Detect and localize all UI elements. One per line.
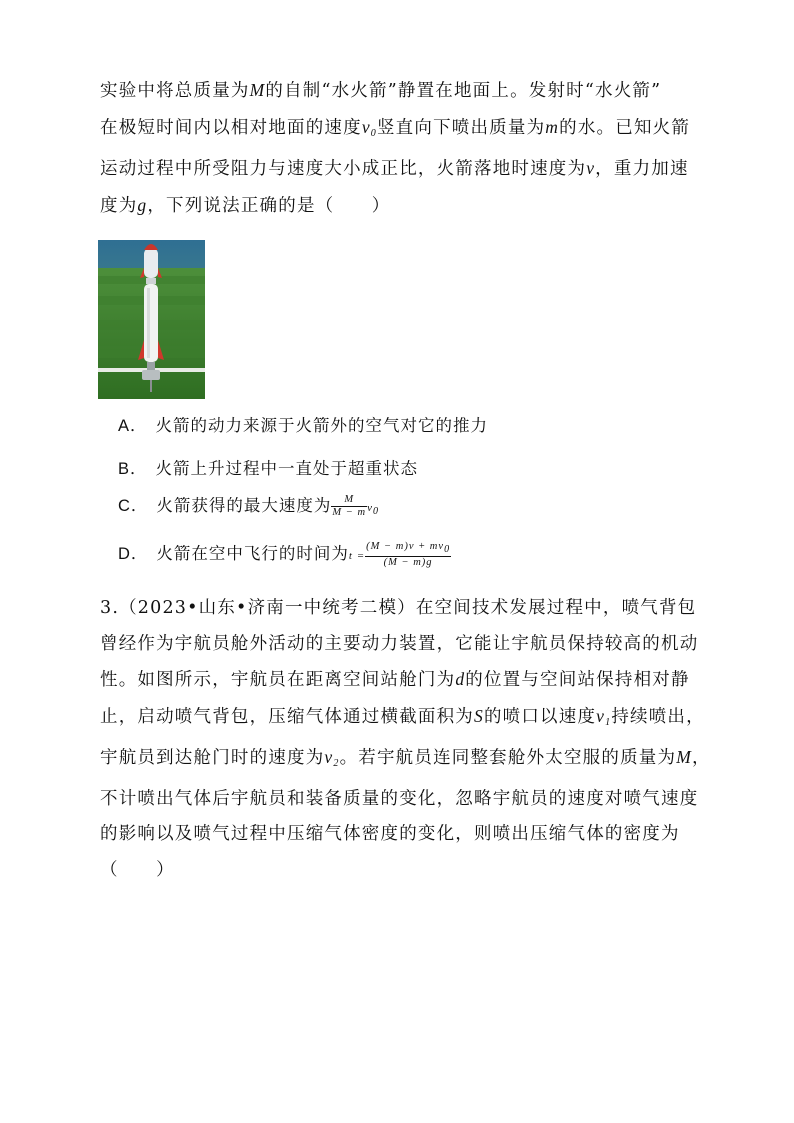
text-line: 在极短时间内以相对地面的速度$v_0$竖直向下喷出质量为m的水。已知火箭 [100,116,691,139]
text-line: 度为g，下列说法正确的是（ ） [100,194,391,216]
question-prev-text [100,73,700,224]
fraction: $\frac{(M - m)v + mv0}{(M - m)g}$ [366,540,451,568]
text-line: 实验中将总质量为M的自制“水火箭”静置在地面上。发射时“水火箭” [100,80,662,101]
fraction-numerator: (M − m)v + mv0 [366,540,451,555]
var-v0: v0 [367,502,379,517]
text-line: 性。如图所示，宇航员在距离空间站舱门为d的位置与空间站保持相对静 [100,669,690,690]
text-line: 止，启动喷气背包，压缩气体通过横截面积为S的喷口以速度$v_1$持续喷出， [100,705,705,728]
option-a[interactable]: A． 火箭的动力来源于火箭外的空气对它的推力 [118,416,489,435]
question-3-text: 3.（2023•山东•济南一中统考二模）在空间技术发展过程中，喷气背包 曾经作为宇航员舱外活动的主要动力装置，它能让宇航员保持较高的机动 性。如图所示，宇航员在距离空间站舱门为d的位置与空间站保持相对静 止，启动喷气背包，压缩气体通过横截面积为S的喷口以速度$v_1$持续喷出， 宇航员到达舱门时的速度为$v_2$。若宇航员连同整套舱外太空服的质量为M， 不计喷出气体后宇航员和装备质量的变化，忽略宇航员的速度对喷气速度 的影响以及喷气过程中压缩气体密度的变化，则喷出压缩气体的密度为 （ ） [100,598,711,880]
option-d[interactable]: D． 火箭在空中飞行的时间为t = $\frac{(M - m)v + mv0}{(M - m)g}$ [118,540,451,568]
water-rocket-photo [98,240,205,399]
option-c[interactable]: C． 火箭获得的最大速度为 $\frac{M}{M - m}$ v0 [118,494,379,518]
text-line: 运动过程中所受阻力与速度大小成正比，火箭落地时速度为v，重力加速 [100,158,689,179]
text-line: 宇航员到达舱门时的速度为$v_2$。若宇航员连同整套舱外太空服的质量为M， [100,747,711,769]
var-v2: $v_2$ [324,747,340,769]
var-v0: $v_0$ [361,116,377,139]
option-b[interactable]: B． 火箭上升过程中一直处于超重状态 [118,459,419,478]
var-v1: $v_1$ [596,705,612,728]
fraction: $\frac{M}{M - m}$ [332,494,367,518]
